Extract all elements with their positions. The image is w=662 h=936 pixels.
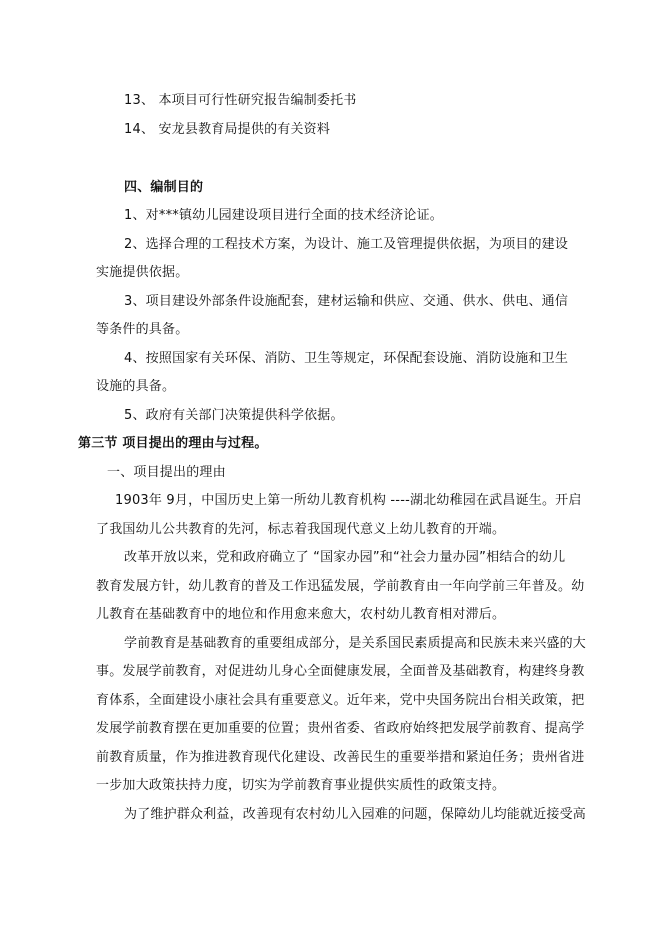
section-heading-reason: 第三节 项目提出的理由与过程。 — [78, 436, 268, 451]
purpose-item-3: 3、项目建设外部条件设施配套，建材运输和供应、交通、供水、供电、通信 — [124, 294, 569, 309]
paragraph-1-line-2: 了我国幼儿公共教育的先河，标志着我国现代意义上幼儿教育的开端。 — [96, 522, 506, 537]
paragraph-2-line-1: 改革开放以来，党和政府确立了 “国家办园”和“社会力量办园”相结合的幼儿 — [124, 550, 566, 565]
purpose-item-4: 4、按照国家有关环保、消防、卫生等规定，环保配套设施、消防设施和卫生 — [124, 351, 569, 366]
paragraph-3-line-6: 一步加大政策扶持力度，切实为学前教育事业提供实质性的政策支持。 — [96, 778, 506, 793]
list-item-13: 13、 本项目可行性研究报告编制委托书 — [124, 93, 357, 108]
purpose-item-4-cont: 设施的具备。 — [96, 379, 176, 394]
purpose-item-5: 5、政府有关部门决策提供科学依据。 — [124, 408, 344, 423]
paragraph-3-line-1: 学前教育是基础教育的重要组成部分，是关系国民素质提高和民族未来兴盛的大 — [124, 636, 587, 651]
sub-heading-reason: 一、项目提出的理由 — [107, 465, 226, 480]
list-item-14: 14、 安龙县教育局提供的有关资料 — [124, 122, 331, 137]
purpose-item-2-cont: 实施提供依据。 — [96, 265, 189, 280]
purpose-item-2: 2、选择合理的工程技术方案，为设计、施工及管理提供依据，为项目的建设 — [124, 237, 569, 252]
paragraph-3-line-4: 发展学前教育摆在更加重要的位置；贵州省委、省政府始终把发展学前教育、提高学 — [96, 721, 585, 736]
paragraph-3-line-3: 育体系，全面建设小康社会具有重要意义。近年来，党中央国务院出台相关政策，把 — [96, 693, 585, 708]
paragraph-3-line-5: 前教育质量，作为推进教育现代化建设、改善民生的重要举措和紧迫任务；贵州省进 — [96, 750, 585, 765]
paragraph-2-line-2: 教育发展方针，幼儿教育的普及工作迅猛发展，学前教育由一年向学前三年普及。幼 — [96, 579, 585, 594]
purpose-item-1: 1、对***镇幼儿园建设项目进行全面的技术经济论证。 — [124, 208, 443, 223]
paragraph-4-line-1: 为了维护群众利益，改善现有农村幼儿入园难的问题，保障幼儿均能就近接受高 — [124, 807, 587, 822]
section-heading-purpose: 四、编制目的 — [124, 180, 204, 195]
paragraph-1-line-1: 1903年 9月，中国历史上第一所幼儿教育机构 ----湖北幼稚园在武昌诞生。开启 — [115, 493, 582, 508]
paragraph-2-line-3: 儿教育在基础教育中的地位和作用愈来愈大，农村幼儿教育相对滞后。 — [96, 607, 506, 622]
purpose-item-3-cont: 等条件的具备。 — [96, 322, 189, 337]
paragraph-3-line-2: 事。发展学前教育，对促进幼儿身心全面健康发展，全面普及基础教育，构建终身教 — [96, 664, 585, 679]
